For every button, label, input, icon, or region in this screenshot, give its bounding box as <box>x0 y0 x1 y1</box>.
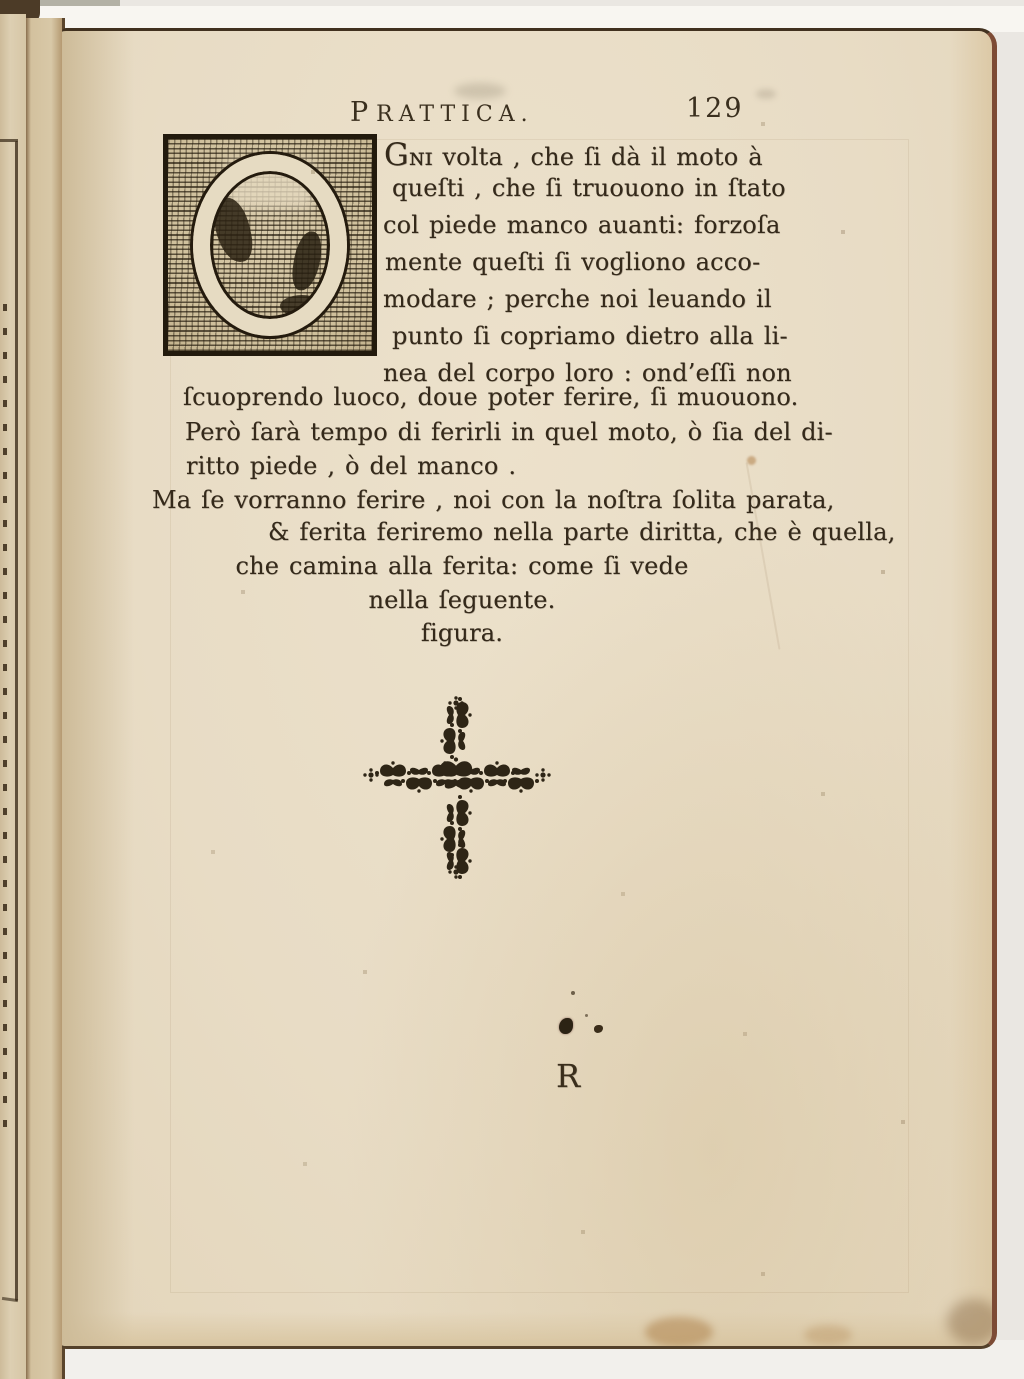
gutter-leaf-edge <box>26 18 65 1379</box>
book-page <box>62 28 997 1349</box>
ink-speck <box>571 991 575 995</box>
facing-page-border-corner-top <box>0 139 18 142</box>
text-line: Ma ſe vorranno ferire , noi con la noſtra ſolita parata, <box>152 486 835 514</box>
sewing-marks <box>3 304 7 1134</box>
bottom-stain <box>804 1325 852 1345</box>
text-line: queſti , che ſi truouono in ſtato <box>392 174 786 202</box>
text-line: ritto piede , ò del manco . <box>186 452 517 480</box>
text-line: & ferita feriremo nella parte diritta, che è quella, <box>268 518 896 546</box>
text-line: ſcuoprendo luoco, doue poter ferire, ſi muouono. <box>183 383 799 411</box>
text-line: nea del corpo loro : ond’eſſi non <box>383 359 792 387</box>
text-line: col piede manco auanti: forzoſa <box>383 211 781 239</box>
ink-speck <box>585 1014 588 1017</box>
woodcut-initial-block <box>163 134 377 356</box>
smudge-mark <box>756 89 776 99</box>
text-line: che camina alla ferita: come ſi vede <box>235 552 689 580</box>
text-line: Però ſarà tempo di ferirli in quel moto, ò ſia del di- <box>185 418 833 446</box>
text-line: punto ſi copriamo dietro alla li- <box>392 322 788 350</box>
text-line: modare ; perche noi leuando il <box>383 285 772 313</box>
text-line: mente queſti ſi vogliono acco- <box>385 248 761 276</box>
signature-mark: R <box>556 1057 581 1095</box>
text-line: nella ſeguente. <box>368 586 556 614</box>
corner-stain <box>947 1299 997 1345</box>
fleuron-cross-ornament <box>357 695 555 879</box>
text-line: figura. <box>420 619 504 647</box>
running-header-title: PRATTICA. <box>350 97 534 128</box>
paper-specks <box>62 31 64 33</box>
text-line: Gɴɪ volta , che ſi dà il moto à <box>384 137 763 173</box>
bottom-stain <box>645 1317 713 1347</box>
previous-leaf-edge <box>0 14 26 1379</box>
facing-page-border-line <box>15 141 18 1301</box>
fox-spot <box>747 456 756 465</box>
smudge-mark <box>454 83 506 99</box>
page-number: 129 <box>686 93 744 124</box>
drop-cap-letter-O <box>193 154 347 336</box>
